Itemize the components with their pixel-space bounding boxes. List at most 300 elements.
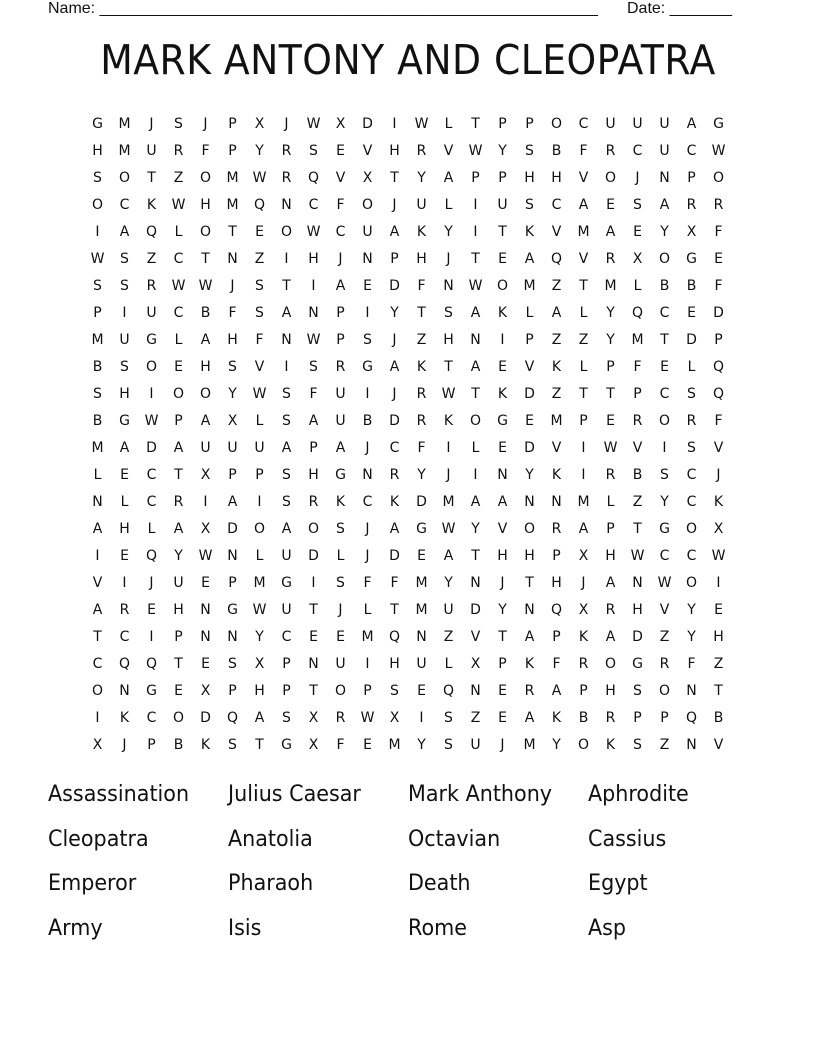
grid-letter: I — [284, 251, 289, 267]
grid-letter: S — [687, 440, 696, 456]
grid-letter: P — [282, 656, 291, 672]
grid-letter: B — [659, 278, 670, 294]
grid-letter: S — [363, 332, 372, 348]
grid-letter: R — [416, 413, 427, 429]
grid-letter: K — [578, 629, 589, 645]
grid-letter: U — [416, 656, 427, 672]
grid-letter: Q — [685, 710, 698, 726]
grid-letter: A — [578, 197, 589, 213]
grid-letter: K — [524, 224, 535, 240]
grid-letter: E — [336, 143, 345, 159]
grid-letter: K — [551, 710, 562, 726]
grid-letter: U — [173, 575, 184, 591]
grid-letter: P — [579, 413, 588, 429]
grid-letter: M — [118, 143, 131, 159]
grid-letter: S — [228, 359, 237, 375]
grid-letter: S — [93, 170, 102, 186]
grid-letter: Z — [551, 386, 562, 402]
grid-letter: N — [470, 575, 481, 591]
grid-letter: J — [338, 251, 343, 267]
grid-letter: E — [714, 251, 723, 267]
grid-letter: S — [525, 197, 534, 213]
grid-letter: X — [200, 467, 211, 483]
grid-letter: R — [416, 386, 427, 402]
grid-letter: R — [146, 278, 157, 294]
grid-letter: W — [171, 197, 186, 213]
grid-letter: O — [334, 683, 347, 699]
grid-letter: O — [307, 521, 320, 537]
grid-letter: V — [659, 602, 670, 618]
grid-letter: X — [578, 602, 589, 618]
grid-letter: I — [365, 656, 370, 672]
grid-letter: H — [416, 251, 427, 267]
grid-letter: A — [551, 683, 562, 699]
grid-letter: U — [362, 224, 373, 240]
grid-letter: L — [444, 116, 453, 132]
grid-letter: D — [389, 278, 400, 294]
grid-letter: P — [660, 710, 669, 726]
grid-letter: M — [577, 224, 590, 240]
grid-letter: J — [365, 521, 370, 537]
grid-letter: W — [468, 278, 483, 294]
grid-letter: N — [200, 629, 211, 645]
grid-letter: P — [606, 359, 615, 375]
grid-letter: M — [631, 332, 644, 348]
grid-letter: X — [335, 116, 346, 132]
grid-letter: C — [686, 548, 697, 564]
grid-letter: M — [415, 602, 428, 618]
grid-letter: W — [630, 548, 645, 564]
grid-letter: C — [119, 629, 130, 645]
grid-letter: J — [392, 386, 397, 402]
grid-letter: K — [551, 359, 562, 375]
grid-letter: F — [336, 737, 345, 753]
grid-letter: O — [604, 170, 617, 186]
grid-letter: N — [308, 305, 319, 321]
grid-letter: X — [254, 656, 265, 672]
grid-letter: O — [199, 170, 212, 186]
grid-letter: O — [550, 116, 563, 132]
grid-letter: K — [416, 224, 427, 240]
grid-letter: T — [579, 278, 588, 294]
grid-letter: A — [119, 440, 130, 456]
grid-letter: R — [686, 197, 697, 213]
grid-letter: S — [336, 575, 345, 591]
grid-letter: J — [446, 467, 451, 483]
grid-letter: A — [281, 305, 292, 321]
grid-letter: R — [632, 413, 643, 429]
grid-letter: M — [442, 494, 455, 510]
grid-letter: U — [119, 332, 130, 348]
grid-letter: S — [282, 386, 291, 402]
grid-letter: C — [119, 197, 130, 213]
grid-letter: V — [713, 737, 724, 753]
grid-letter: M — [226, 170, 239, 186]
grid-letter: V — [254, 359, 265, 375]
grid-letter: F — [579, 143, 588, 159]
grid-letter: O — [199, 386, 212, 402]
grid-letter: O — [685, 521, 698, 537]
grid-letter: S — [687, 386, 696, 402]
grid-letter: I — [446, 440, 451, 456]
grid-letter: O — [658, 251, 671, 267]
grid-letter: G — [659, 521, 670, 537]
grid-letter: S — [282, 710, 291, 726]
word-list-item: Octavian — [408, 826, 501, 852]
grid-letter: C — [173, 305, 184, 321]
grid-letter: Y — [660, 494, 669, 510]
grid-letter: M — [118, 116, 131, 132]
grid-letter: C — [146, 494, 157, 510]
grid-letter: X — [200, 683, 211, 699]
grid-letter: C — [281, 629, 292, 645]
grid-letter: X — [362, 170, 373, 186]
word-list-item: Asp — [588, 915, 627, 941]
grid-letter: I — [284, 359, 289, 375]
page-title: MARK ANTONY AND CLEOPATRA — [100, 36, 716, 84]
grid-letter: O — [172, 710, 185, 726]
grid-letter: Y — [660, 224, 669, 240]
grid-letter: J — [230, 278, 235, 294]
grid-letter: R — [551, 521, 562, 537]
grid-letter: Z — [551, 332, 562, 348]
grid-letter: E — [498, 359, 507, 375]
grid-letter: L — [255, 413, 264, 429]
grid-letter: W — [252, 602, 267, 618]
grid-letter: K — [497, 386, 508, 402]
grid-letter: P — [525, 116, 534, 132]
grid-letter: R — [605, 602, 616, 618]
grid-letter: A — [524, 251, 535, 267]
grid-letter: R — [713, 197, 724, 213]
grid-letter: E — [174, 683, 183, 699]
grid-letter: E — [525, 413, 534, 429]
grid-letter: E — [336, 629, 345, 645]
grid-letter: I — [392, 116, 397, 132]
grid-letter: A — [578, 521, 589, 537]
grid-letter: N — [686, 737, 697, 753]
grid-letter: Z — [470, 710, 481, 726]
grid-letter: J — [581, 575, 586, 591]
grid-letter: P — [228, 116, 237, 132]
grid-letter: N — [632, 575, 643, 591]
grid-letter: S — [633, 683, 642, 699]
grid-letter: P — [336, 332, 345, 348]
grid-letter: N — [524, 602, 535, 618]
grid-letter: L — [336, 548, 345, 564]
grid-letter: O — [496, 278, 509, 294]
grid-letter: U — [335, 386, 346, 402]
grid-letter: Y — [525, 467, 534, 483]
grid-letter: D — [227, 521, 238, 537]
grid-letter: P — [228, 467, 237, 483]
grid-letter: N — [119, 683, 130, 699]
grid-letter: U — [227, 440, 238, 456]
word-list-item: Death — [408, 871, 471, 896]
grid-letter: S — [525, 143, 534, 159]
grid-letter: C — [173, 251, 184, 267]
grid-letter: K — [551, 467, 562, 483]
grid-letter: V — [578, 251, 589, 267]
grid-letter: E — [714, 602, 723, 618]
grid-letter: N — [497, 467, 508, 483]
grid-letter: Q — [712, 359, 725, 375]
grid-letter: Q — [631, 305, 644, 321]
grid-letter: R — [605, 710, 616, 726]
grid-letter: Z — [713, 656, 724, 672]
grid-letter: C — [578, 116, 589, 132]
grid-letter: I — [365, 386, 370, 402]
grid-letter: E — [201, 656, 210, 672]
grid-letter: Y — [498, 143, 507, 159]
grid-letter: S — [93, 278, 102, 294]
grid-letter: K — [524, 656, 535, 672]
grid-letter: H — [389, 656, 400, 672]
grid-letter: U — [443, 602, 454, 618]
grid-letter: Y — [552, 737, 561, 753]
grid-letter: A — [497, 494, 508, 510]
grid-letter: N — [92, 494, 103, 510]
grid-letter: P — [336, 305, 345, 321]
grid-letter: R — [605, 467, 616, 483]
grid-letter: N — [470, 332, 481, 348]
grid-letter: O — [91, 683, 104, 699]
grid-letter: A — [605, 224, 616, 240]
grid-letter: C — [551, 197, 562, 213]
grid-letter: I — [473, 224, 478, 240]
grid-letter: N — [308, 656, 319, 672]
grid-letter: T — [498, 629, 507, 645]
grid-letter: W — [711, 548, 726, 564]
grid-letter: O — [523, 521, 536, 537]
grid-letter: X — [308, 710, 319, 726]
grid-letter: O — [658, 413, 671, 429]
grid-letter: P — [633, 386, 642, 402]
grid-letter: N — [362, 251, 373, 267]
word-list-item: Rome — [408, 915, 467, 941]
grid-letter: G — [119, 413, 130, 429]
grid-letter: A — [254, 710, 265, 726]
grid-letter: L — [174, 224, 183, 240]
grid-letter: I — [257, 494, 262, 510]
word-list-item: Cleopatra — [48, 826, 149, 852]
grid-letter: X — [308, 737, 319, 753]
grid-letter: X — [227, 413, 238, 429]
grid-letter: O — [658, 683, 671, 699]
grid-letter: Z — [659, 629, 670, 645]
grid-letter: E — [417, 683, 426, 699]
grid-letter: H — [443, 332, 454, 348]
grid-letter: I — [149, 629, 154, 645]
grid-letter: S — [444, 305, 453, 321]
grid-letter: S — [282, 467, 291, 483]
grid-letter: W — [306, 116, 321, 132]
grid-letter: A — [443, 548, 454, 564]
grid-letter: K — [497, 305, 508, 321]
grid-letter: M — [91, 440, 104, 456]
grid-letter: W — [441, 521, 456, 537]
grid-letter: Z — [632, 494, 643, 510]
grid-letter: R — [416, 143, 427, 159]
grid-letter: U — [659, 143, 670, 159]
grid-letter: B — [362, 413, 373, 429]
grid-letter: T — [282, 278, 291, 294]
grid-letter: Q — [253, 197, 266, 213]
grid-letter: G — [632, 656, 643, 672]
grid-letter: C — [659, 305, 670, 321]
grid-letter: I — [122, 575, 127, 591]
grid-letter: B — [200, 305, 211, 321]
grid-letter: Q — [388, 629, 401, 645]
grid-letter: M — [523, 278, 536, 294]
grid-letter: E — [363, 737, 372, 753]
grid-letter: S — [660, 467, 669, 483]
grid-letter: B — [92, 413, 103, 429]
word-list — [48, 778, 768, 956]
grid-letter: T — [471, 251, 480, 267]
grid-letter: O — [685, 575, 698, 591]
grid-letter: U — [281, 548, 292, 564]
grid-letter: S — [282, 494, 291, 510]
grid-letter: H — [308, 467, 319, 483]
grid-letter: B — [551, 143, 562, 159]
grid-letter: X — [254, 116, 265, 132]
grid-letter: U — [335, 656, 346, 672]
grid-letter: C — [146, 467, 157, 483]
grid-letter: Z — [551, 278, 562, 294]
grid-letter: D — [524, 386, 535, 402]
grid-letter: O — [469, 413, 482, 429]
grid-letter: Y — [390, 305, 399, 321]
grid-letter: O — [604, 656, 617, 672]
grid-letter: T — [228, 224, 237, 240]
grid-letter: O — [172, 386, 185, 402]
grid-letter: S — [444, 710, 453, 726]
grid-letter: R — [281, 143, 292, 159]
word-list-item: Pharaoh — [228, 871, 314, 896]
grid-letter: H — [524, 548, 535, 564]
grid-letter: D — [632, 629, 643, 645]
grid-letter: Y — [417, 737, 426, 753]
grid-letter: Y — [255, 629, 264, 645]
grid-letter: X — [578, 548, 589, 564]
grid-letter: I — [311, 575, 316, 591]
grid-letter: P — [174, 629, 183, 645]
grid-letter: J — [500, 575, 505, 591]
grid-letter: D — [416, 494, 427, 510]
grid-letter: Q — [145, 656, 158, 672]
grid-letter: E — [498, 683, 507, 699]
grid-letter: A — [443, 170, 454, 186]
grid-letter: I — [365, 305, 370, 321]
grid-letter: U — [659, 116, 670, 132]
grid-letter: O — [199, 224, 212, 240]
grid-letter: T — [93, 629, 102, 645]
grid-letter: W — [90, 251, 105, 267]
grid-letter: E — [498, 251, 507, 267]
grid-letter: R — [173, 494, 184, 510]
grid-letter: A — [686, 116, 697, 132]
grid-letter: G — [281, 575, 292, 591]
grid-letter: F — [201, 143, 210, 159]
grid-letter: Y — [498, 602, 507, 618]
word-list-item: Julius Caesar — [228, 782, 361, 807]
grid-letter: Y — [471, 521, 480, 537]
grid-letter: H — [227, 332, 238, 348]
grid-letter: Y — [255, 143, 264, 159]
grid-letter: U — [416, 197, 427, 213]
grid-letter: T — [147, 170, 156, 186]
grid-letter: W — [657, 575, 672, 591]
grid-letter: C — [632, 143, 643, 159]
letter-grid — [84, 111, 732, 759]
grid-letter: A — [335, 440, 346, 456]
grid-letter: M — [253, 575, 266, 591]
grid-letter: I — [662, 440, 667, 456]
grid-letter: T — [714, 683, 723, 699]
grid-letter: M — [550, 413, 563, 429]
grid-letter: V — [335, 170, 346, 186]
grid-letter: G — [713, 116, 724, 132]
grid-letter: N — [281, 197, 292, 213]
grid-letter: J — [716, 467, 721, 483]
grid-letter: D — [470, 602, 481, 618]
grid-letter: S — [309, 143, 318, 159]
grid-letter: I — [419, 710, 424, 726]
grid-letter: V — [524, 359, 535, 375]
grid-letter: A — [308, 413, 319, 429]
grid-letter: T — [444, 359, 453, 375]
grid-letter: P — [282, 683, 291, 699]
grid-letter: I — [500, 332, 505, 348]
grid-letter: E — [363, 278, 372, 294]
grid-letter: G — [281, 737, 292, 753]
grid-letter: X — [470, 656, 481, 672]
grid-letter: C — [659, 386, 670, 402]
grid-letter: Q — [442, 683, 455, 699]
grid-letter: S — [444, 737, 453, 753]
grid-letter: L — [444, 197, 453, 213]
word-list-item: Army — [48, 915, 103, 941]
grid-letter: P — [633, 710, 642, 726]
grid-letter: X — [389, 710, 400, 726]
grid-letter: J — [635, 170, 640, 186]
grid-letter: K — [335, 494, 346, 510]
grid-letter: Y — [606, 332, 615, 348]
grid-letter: M — [361, 629, 374, 645]
grid-letter: L — [174, 332, 183, 348]
grid-letter: E — [201, 575, 210, 591]
grid-letter: O — [118, 170, 131, 186]
grid-letter: S — [633, 737, 642, 753]
grid-letter: E — [174, 359, 183, 375]
grid-letter: D — [524, 440, 535, 456]
grid-letter: S — [93, 386, 102, 402]
grid-letter: F — [552, 656, 561, 672]
grid-letter: M — [91, 332, 104, 348]
grid-letter: G — [335, 467, 346, 483]
grid-letter: H — [92, 143, 103, 159]
grid-letter: B — [632, 467, 643, 483]
grid-letter: E — [606, 197, 615, 213]
grid-letter: V — [713, 440, 724, 456]
grid-letter: X — [200, 521, 211, 537]
grid-letter: T — [660, 332, 669, 348]
grid-letter: W — [198, 278, 213, 294]
grid-letter: X — [713, 521, 724, 537]
grid-letter: I — [311, 278, 316, 294]
grid-letter: W — [252, 386, 267, 402]
